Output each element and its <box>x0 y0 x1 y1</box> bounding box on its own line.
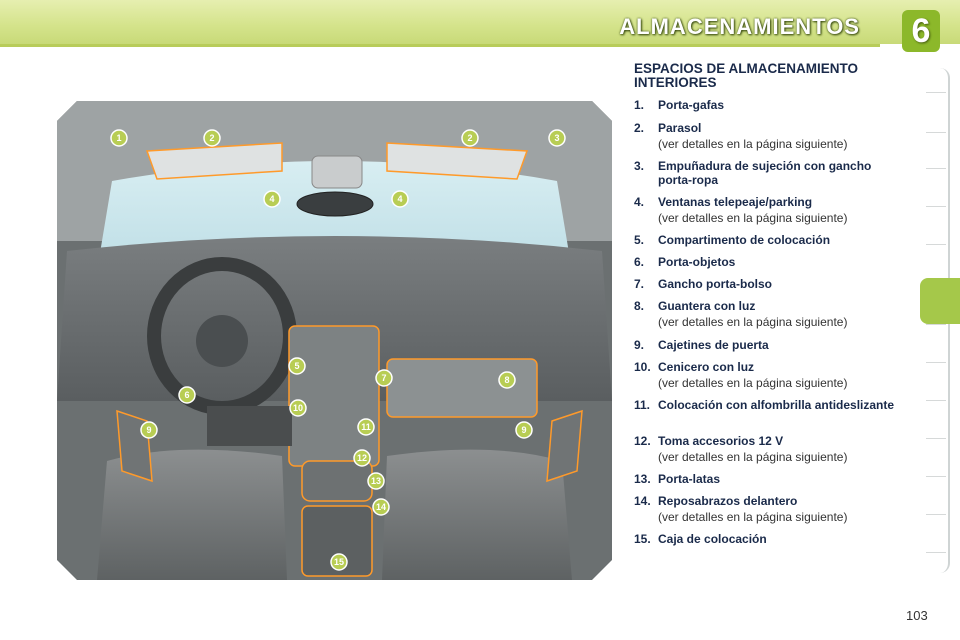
item-label: Cenicero con luz <box>658 360 755 374</box>
item-number: 8. <box>634 299 645 313</box>
callout-9 <box>141 422 157 438</box>
callout-11 <box>358 419 374 435</box>
tab-divider <box>926 168 946 169</box>
svg-text:11: 11 <box>361 422 371 432</box>
item-detail: (ver detalles en la página siguiente) <box>658 137 848 151</box>
item-detail: (ver detalles en la página siguiente) <box>658 315 848 329</box>
item-label: Ventanas telepeaje/parking <box>658 195 813 209</box>
item-label: Parasol <box>658 121 702 135</box>
item-detail: (ver detalles en la página siguiente) <box>658 211 848 225</box>
door-pocket-right <box>547 411 582 481</box>
item-number: 12. <box>634 434 651 448</box>
tab-divider <box>926 132 946 133</box>
glovebox <box>387 359 537 417</box>
tab-divider <box>926 552 946 553</box>
center-console <box>289 326 379 466</box>
item-number: 5. <box>634 233 645 247</box>
svg-text:1: 1 <box>116 133 122 143</box>
svg-text:10: 10 <box>292 403 304 413</box>
svg-text:8: 8 <box>504 375 510 385</box>
item-label: Compartimento de colocación <box>658 233 831 247</box>
item-detail: (ver detalles en la página siguiente) <box>658 510 848 524</box>
item-number: 6. <box>634 255 645 269</box>
steering-hub <box>196 315 248 367</box>
item-detail: (ver detalles en la página siguiente) <box>658 450 848 464</box>
item-label: Caja de colocación <box>658 532 767 546</box>
tab-divider <box>926 476 946 477</box>
item-number: 10. <box>634 360 651 374</box>
callout-13 <box>368 473 384 489</box>
svg-text:9: 9 <box>146 425 152 435</box>
item-number: 2. <box>634 121 645 135</box>
item-label: Toma accesorios 12 V <box>658 434 784 448</box>
tab-divider <box>926 400 946 401</box>
item-number: 13. <box>634 472 651 486</box>
page-title: ALMACENAMIENTOS <box>619 14 860 39</box>
section-title: ESPACIOS DE ALMACENAMIENTO INTERIORES <box>634 61 859 90</box>
callout-8 <box>499 372 515 388</box>
item-number: 9. <box>634 338 645 352</box>
callout-4 <box>392 191 408 207</box>
front-armrest <box>302 461 372 501</box>
item-label: Porta-latas <box>658 472 721 486</box>
tab-divider <box>926 514 946 515</box>
callout-14 <box>373 499 389 515</box>
svg-text:9: 9 <box>521 425 527 435</box>
item-detail: (ver detalles en la página siguiente) <box>658 376 848 390</box>
door-pocket-left <box>117 411 152 481</box>
page-number: 103 <box>906 608 928 623</box>
pedal-area <box>207 406 292 446</box>
callout-1 <box>111 130 127 146</box>
item-number: 1. <box>634 98 645 112</box>
item-label: Gancho porta-bolso <box>658 277 772 291</box>
tab-divider <box>926 244 946 245</box>
svg-text:15: 15 <box>333 557 345 567</box>
callout-12 <box>354 450 370 466</box>
svg-text:12: 12 <box>356 453 368 463</box>
svg-text:3: 3 <box>554 133 560 143</box>
item-number: 11. <box>634 398 651 412</box>
svg-text:13: 13 <box>370 476 382 486</box>
item-number: 7. <box>634 277 645 291</box>
callout-6 <box>179 387 195 403</box>
svg-text:7: 7 <box>381 373 387 383</box>
callout-7 <box>376 370 392 386</box>
callout-4 <box>264 191 280 207</box>
item-label: Colocación con alfombrilla antideslizante <box>658 398 895 412</box>
tab-divider <box>926 324 946 325</box>
svg-text:2: 2 <box>209 133 215 143</box>
item-number: 14. <box>634 494 651 508</box>
svg-text:4: 4 <box>397 194 403 204</box>
item-label: Cajetines de puerta <box>658 338 769 352</box>
rear-view-mirror <box>297 192 373 216</box>
svg-text:4: 4 <box>269 194 275 204</box>
callout-9 <box>516 422 532 438</box>
callout-2 <box>462 130 478 146</box>
item-label: Porta-gafas <box>658 98 725 112</box>
overhead-console <box>312 156 362 188</box>
chapter-badge: 6 <box>902 10 940 52</box>
svg-text:5: 5 <box>294 361 300 371</box>
tab-divider <box>926 362 946 363</box>
svg-text:6: 6 <box>184 390 190 400</box>
passenger-seat <box>382 450 572 580</box>
item-label: Porta-objetos <box>658 255 736 269</box>
item-label: Reposabrazos delantero <box>658 494 798 508</box>
svg-text:2: 2 <box>467 133 473 143</box>
callout-15 <box>331 554 347 570</box>
item-number: 15. <box>634 532 651 546</box>
header-rule <box>0 44 880 47</box>
item-number: 3. <box>634 159 645 173</box>
callout-5 <box>289 358 305 374</box>
tab-divider <box>926 438 946 439</box>
active-chapter-tab[interactable] <box>920 278 960 324</box>
callout-3 <box>549 130 565 146</box>
item-label: Guantera con luz <box>658 299 756 313</box>
car-interior-illustration <box>57 101 612 580</box>
tab-divider <box>926 92 946 93</box>
svg-text:14: 14 <box>375 502 387 512</box>
callout-2 <box>204 130 220 146</box>
callout-10 <box>290 400 306 416</box>
item-number: 4. <box>634 195 645 209</box>
item-label: Empuñadura de sujeción con gancho porta-ropa <box>658 159 872 187</box>
tab-divider <box>926 206 946 207</box>
